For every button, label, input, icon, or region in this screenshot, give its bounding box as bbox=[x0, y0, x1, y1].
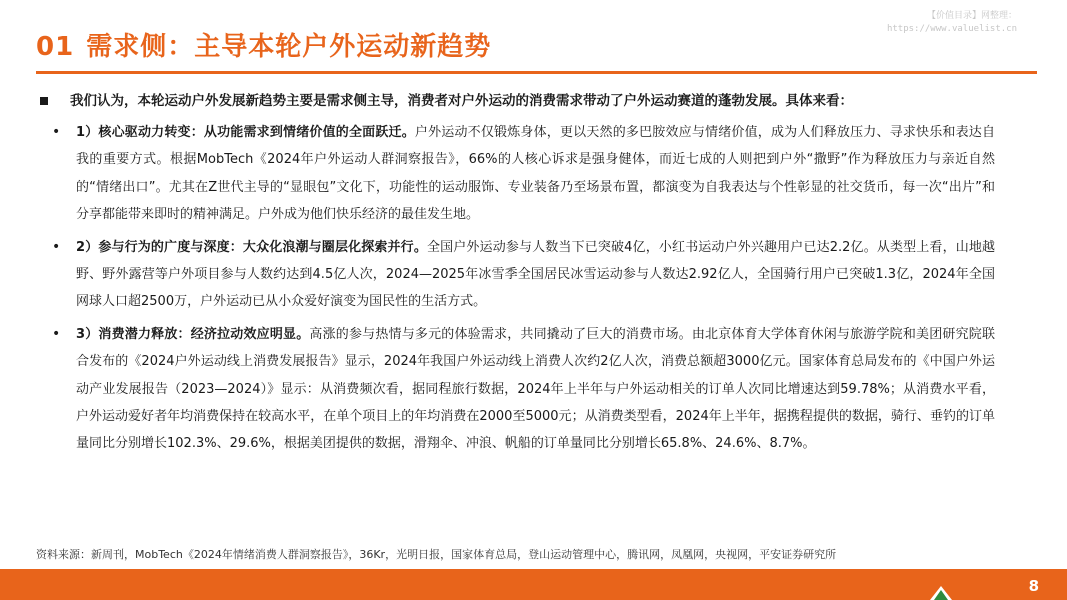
company-logo-icon bbox=[930, 586, 952, 600]
list-item bbox=[52, 234, 996, 316]
page-number: 8 bbox=[1028, 577, 1039, 595]
source-note: 资料来源：新周刊，MobTech《2024年情绪消费人群洞察报告》，36Kr，光明日报，国家体育总局，登山运动管理中心，腾讯网，凤凰网，央视网，平安证券研究所 bbox=[36, 548, 837, 561]
section-title: 需求侧：主导本轮户外运动新趋势 bbox=[86, 32, 492, 62]
watermark-line-2: https://www.valuelist.cn bbox=[886, 24, 1017, 34]
title-divider bbox=[36, 71, 1037, 74]
watermark-line-1: 【价值目录】网整理： bbox=[926, 11, 1017, 21]
list-item bbox=[52, 321, 995, 458]
list-item-text: 户外运动不仅锻炼身体，更以天然的多巴胺效应与情绪价值，成为人们释放压力、寻求快乐和表达自我的重要方式。根据MobTech《2024年户外运动人群洞察报告》，66%的人核心诉求是强身健体，而近七成的人则把到户外“撒野”作为释放压力与亲近自然的“情绪出口”。尤其在Z世代主导的“显眼包”文化下，功能性的运动服饰、专业装备乃至场景布置，都演变为自我表达与个性彰显的社交货币，每一次“出片”和分享都能带来即时的精神满足。户外成为他们快乐经济的最佳发生地。 bbox=[76, 125, 995, 223]
list-item-heading: 3）消费潜力释放：经济拉动效应明显。 bbox=[76, 326, 310, 342]
square-bullet-icon bbox=[40, 97, 48, 105]
watermark bbox=[887, 10, 1017, 36]
footer-bar bbox=[0, 569, 1067, 600]
main-content bbox=[0, 88, 1067, 458]
section-number: 01 bbox=[36, 32, 75, 62]
page-title bbox=[36, 26, 491, 63]
list-item-text: 全国户外运动参与人数当下已突破4亿，小红书运动户外兴趣用户已达2.2亿。从类型上看，山地越野、野外露营等户外项目参与人数约达到4.5亿人次，2024—2025年冰雪季全国居民冰雪运动参与人数达2.92亿人，全国骑行用户已突破1.3亿，2024年全国网球人口超2500万，户外运动已从小众爱好演变为国民性的生活方式。 bbox=[76, 239, 996, 310]
bullet-icon: • bbox=[52, 124, 61, 140]
list-item-text: 高涨的参与热情与多元的体验需求，共同撬动了巨大的消费市场。由北京体育大学体育休闲与旅游学院和美团研究院联合发布的《2024户外运动线上消费发展报告》显示，2024年我国户外运动线上消费人次约2亿人次，消费总额超3000亿元。国家体育总局发布的《中国户外运动产业发展报告（2023—2024）》显示：从消费频次看，据同程旅行数据，2024年上半年与户外运动相关的订单人次同比增速达到59.78%；从消费水平看，户外运动爱好者年均消费保持在较高水平，在单个项目上的年均消费在2000至5000元；从消费类型看，2024年上半年，据携程提供的数据，骑行、垂钓的订单量同比分别增长102.3%、29.6%，根据美团提供的数据，滑翔伞、冲浪、帆船的订单量同比分别增长65.8%、24.6%、8.7%。 bbox=[76, 326, 995, 452]
intro-paragraph bbox=[48, 88, 997, 114]
bullet-icon: • bbox=[52, 238, 61, 255]
list-item-heading: 2）参与行为的广度与深度：大众化浪潮与圈层化探索并行。 bbox=[76, 239, 427, 255]
bullet-icon: • bbox=[52, 325, 61, 342]
intro-text: 我们认为，本轮运动户外发展新趋势主要是需求侧主导，消费者对户外运动的消费需求带动了户外运动赛道的蓬勃发展。具体来看： bbox=[70, 93, 853, 109]
list-item bbox=[52, 119, 995, 229]
list-item-heading: 1）核心驱动力转变：从功能需求到情绪价值的全面跃迁。 bbox=[76, 125, 415, 140]
